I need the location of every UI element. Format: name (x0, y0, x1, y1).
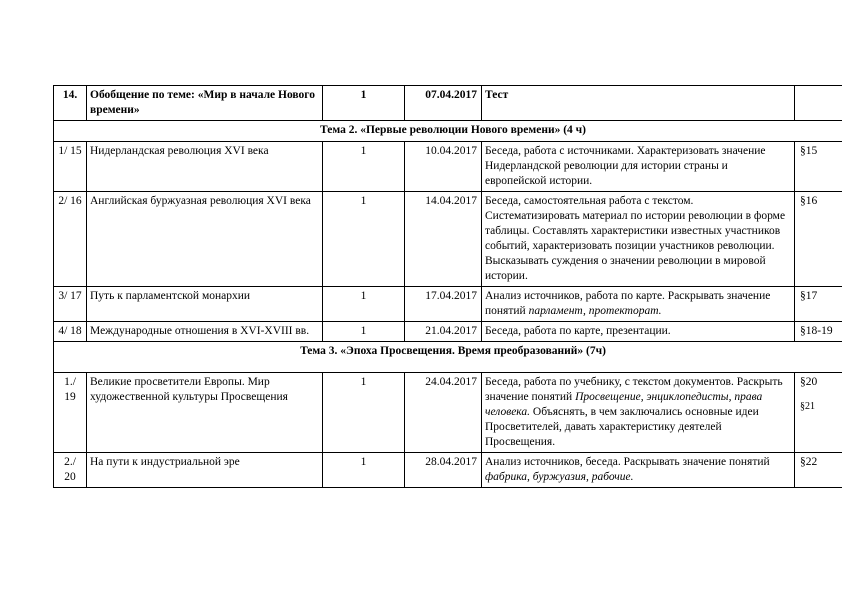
section-heading: Тема 2. «Первые революции Нового времени» (4 ч) (54, 121, 842, 142)
lesson-topic-cell: Английская буржуазная революция XVI века (87, 192, 323, 287)
key-terms-text: фабрика, буржуазия, рабочие. (485, 471, 634, 483)
lesson-plan-body (54, 86, 842, 488)
paragraph-reference: §18-19 (800, 325, 833, 337)
activity-cell (482, 86, 795, 121)
lesson-number-cell: 1/ 15 (54, 142, 87, 192)
paragraph-reference: §20 (800, 376, 818, 388)
activity-text: Беседа, работа с источниками. Характеризовать значение Нидерландской революции для истории страны и европейской истории. (485, 145, 766, 187)
lesson-topic-cell: Международные отношения в XVI-XVIII вв. (87, 322, 323, 342)
hours-cell: 1 (323, 142, 405, 192)
date-cell: 17.04.2017 (405, 287, 482, 322)
activity-text: Объяснять, в чем заключались основные идеи Просветителей, давать характеристику деятелей Просвещения. (485, 406, 759, 448)
paragraph-reference: §15 (800, 145, 818, 157)
lesson-topic-cell: Путь к парламентской монархии (87, 287, 323, 322)
section-heading: Тема 3. «Эпоха Просвещения. Время преобразований» (7ч) (54, 342, 842, 373)
lesson-row (54, 322, 842, 342)
activity-text: Тест (485, 89, 509, 101)
key-terms-text: Просвещение, энциклопедисты, права человека. (485, 391, 763, 418)
activity-text: Анализ источников, работа по карте. Раскрывать значение понятий (485, 290, 771, 317)
activity-cell (482, 322, 795, 342)
hours-cell: 1 (323, 373, 405, 453)
lesson-row (54, 142, 842, 192)
lesson-topic-cell: Нидерландская революция XVI века (87, 142, 323, 192)
lesson-plan-table (53, 85, 842, 488)
textbook-paragraph-cell (795, 373, 842, 453)
hours-cell: 1 (323, 453, 405, 488)
activity-text: Анализ источников, беседа. Раскрывать значение понятий (485, 456, 770, 468)
key-terms-text: парламент, протекторат. (528, 305, 662, 317)
lesson-row (54, 453, 842, 488)
activity-cell (482, 192, 795, 287)
lesson-row (54, 192, 842, 287)
hours-cell: 1 (323, 287, 405, 322)
date-cell: 07.04.2017 (405, 86, 482, 121)
date-cell: 14.04.2017 (405, 192, 482, 287)
date-cell: 24.04.2017 (405, 373, 482, 453)
textbook-paragraph-cell (795, 142, 842, 192)
lesson-topic-cell: Великие просветители Европы. Мир художественной культуры Просвещения (87, 373, 323, 453)
textbook-paragraph-cell (795, 287, 842, 322)
paragraph-reference: §16 (800, 195, 818, 207)
date-cell: 10.04.2017 (405, 142, 482, 192)
lesson-row (54, 373, 842, 453)
lesson-number-cell: 3/ 17 (54, 287, 87, 322)
paragraph-reference: §21 (800, 401, 815, 412)
activity-text: Беседа, работа по карте, презентации. (485, 325, 671, 337)
paragraph-reference: §17 (800, 290, 818, 302)
date-cell: 28.04.2017 (405, 453, 482, 488)
textbook-paragraph-cell (795, 192, 842, 287)
lesson-topic-cell: На пути к индустриальной эре (87, 453, 323, 488)
activity-cell (482, 453, 795, 488)
section-heading-row (54, 342, 842, 373)
lesson-topic-cell: Обобщение по теме: «Мир в начале Нового времени» (87, 86, 323, 121)
textbook-paragraph-cell (795, 453, 842, 488)
paragraph-reference: §22 (800, 456, 818, 468)
activity-text: Беседа, работа по учебнику, с текстом документов. Раскрыть значение понятий (485, 376, 783, 403)
lesson-number-cell: 1./ 19 (54, 373, 87, 453)
lesson-number-cell: 4/ 18 (54, 322, 87, 342)
activity-cell (482, 287, 795, 322)
hours-cell: 1 (323, 192, 405, 287)
activity-text: Беседа, самостоятельная работа с текстом. Систематизировать материал по истории революции в форме таблицы. Составлять характеристики известных участников событий, характеризовать позиции участников революции. Высказывать суждения о значении революции в мировой истории. (485, 195, 786, 282)
hours-cell: 1 (323, 322, 405, 342)
section-heading-row (54, 121, 842, 142)
lesson-number-cell: 2/ 16 (54, 192, 87, 287)
date-cell: 21.04.2017 (405, 322, 482, 342)
lesson-number-cell: 14. (54, 86, 87, 121)
activity-cell (482, 373, 795, 453)
activity-cell (482, 142, 795, 192)
hours-cell: 1 (323, 86, 405, 121)
textbook-paragraph-cell (795, 86, 842, 121)
lesson-number-cell: 2./ 20 (54, 453, 87, 488)
lesson-row (54, 86, 842, 121)
textbook-paragraph-cell (795, 322, 842, 342)
lesson-row (54, 287, 842, 322)
